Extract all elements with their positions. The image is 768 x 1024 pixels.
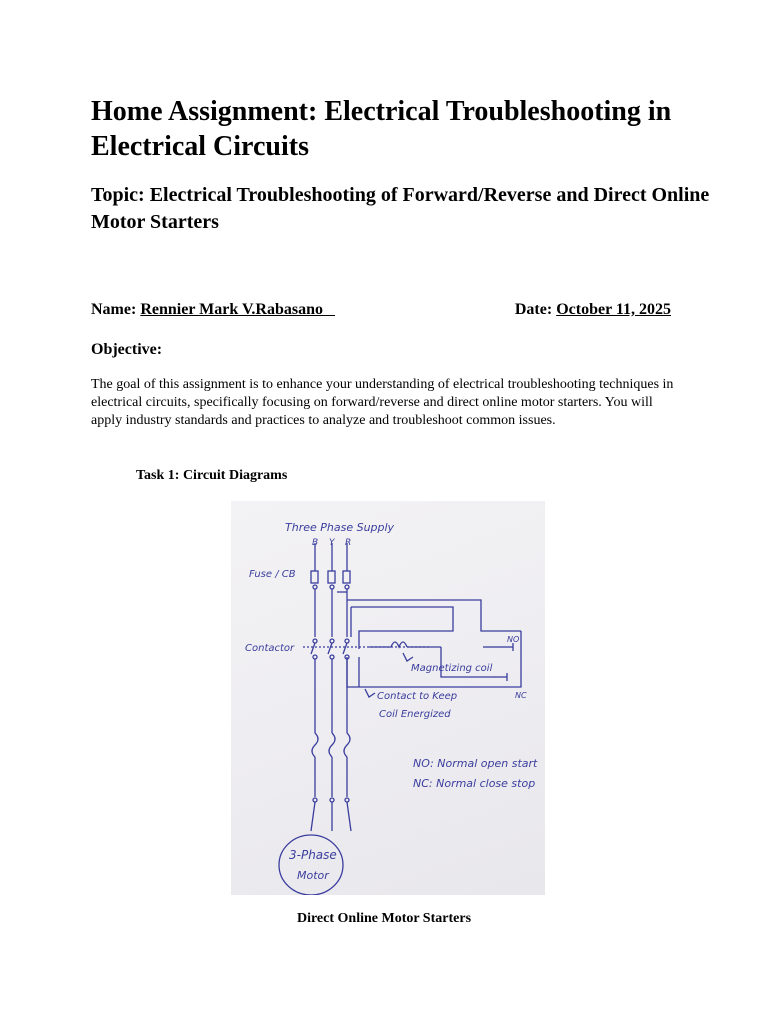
diagram-no-label: NO — [507, 635, 520, 644]
name-label: Name: — [91, 301, 137, 318]
diagram-legend-no: NO: Normal open start — [413, 757, 538, 770]
name-date-row — [91, 300, 671, 320]
diagram-motor-label-2: Motor — [297, 869, 329, 882]
date-block — [515, 300, 671, 320]
circuit-diagram-drawing — [231, 501, 545, 895]
diagram-supply-label: Three Phase Supply — [285, 521, 395, 534]
document-topic: Topic: Electrical Troubleshooting of Forward/Reverse and Direct Online Motor Starters — [91, 184, 710, 233]
diagram-coil-label: Magnetizing coil — [411, 663, 493, 674]
diagram-legend-nc: NC: Normal close stop — [413, 777, 536, 790]
date-value: October 11, 2025 — [556, 301, 671, 318]
name-value: Rennier Mark V.Rabasano — [140, 301, 324, 318]
diagram-fuse-label: Fuse / CB — [249, 569, 296, 580]
objective-paragraph: The goal of this assignment is to enhance your understanding of electrical troubleshooting techniques in electrical circuits, specifically focusing on forward/reverse and direct online motor starters. You will apply industry standards and practices to analyze and troubleshoot common issues. — [91, 377, 674, 428]
diagram-keep-label-2: Coil Energized — [379, 709, 451, 720]
diagram-keep-label-1: Contact to Keep — [377, 691, 458, 702]
circuit-diagram-photo — [231, 501, 545, 895]
diagram-contactor-label: Contactor — [245, 643, 295, 654]
document-title: Home Assignment: Electrical Troubleshooting in Electrical Circuits — [91, 96, 672, 162]
diagram-nc-label: NC — [515, 691, 527, 700]
diagram-phase-r: R — [345, 538, 352, 548]
diagram-motor-label-1: 3-Phase — [289, 848, 337, 862]
date-label: Date: — [514, 301, 553, 318]
task-heading: Task 1: Circuit Diagrams — [136, 468, 288, 483]
objective-heading: Objective: — [91, 341, 163, 358]
figure-caption: Direct Online Motor Starters — [296, 911, 472, 926]
diagram-phase-b: B — [312, 538, 319, 548]
diagram-phase-y: Y — [329, 538, 335, 548]
